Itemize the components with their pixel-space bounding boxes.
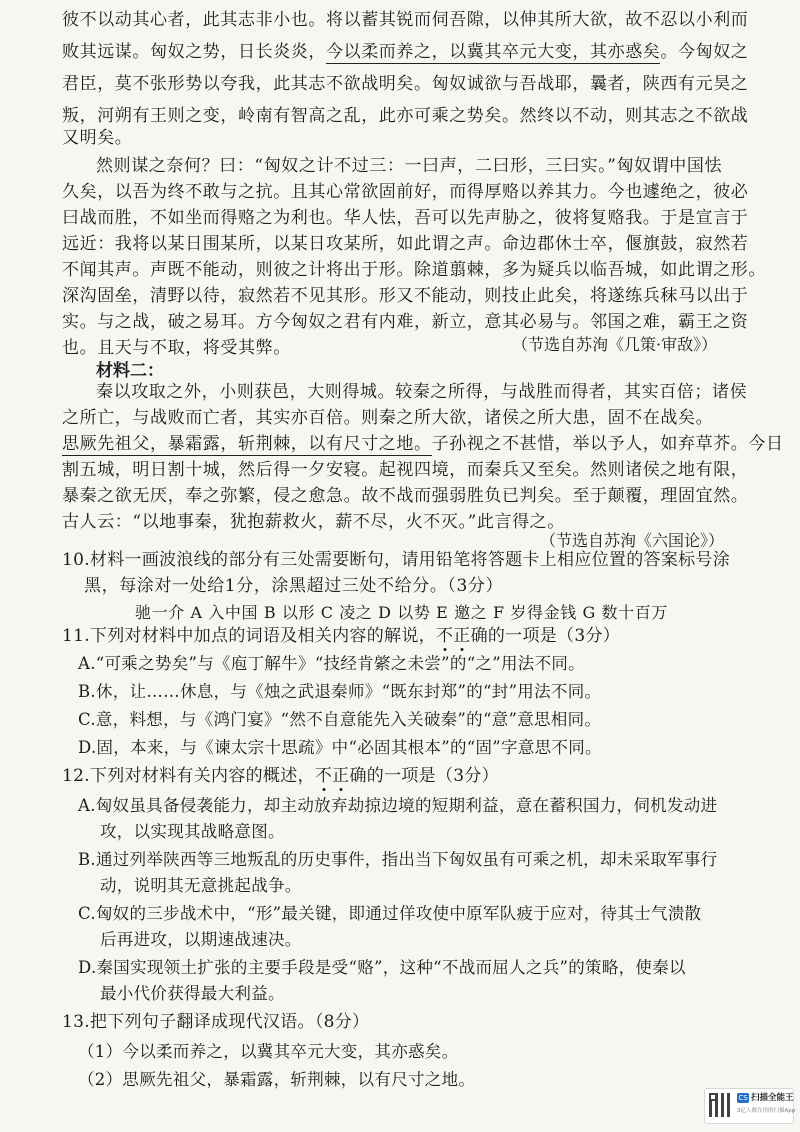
- passage1-line-1: 彼不以动其心者，此其志非小也。将以蓄其锐而伺吾隙，以伸其所大欲，故不忍以小利而: [62, 10, 749, 30]
- passage1-line-2-text: 败其远谋。匈奴之势，日长炎炎，: [62, 42, 326, 62]
- scanner-tagline: 3亿人都在用的扫描App: [737, 1108, 796, 1114]
- scanner-watermark: [704, 1088, 794, 1124]
- q11-option-d: D.固，本来，与《谏太宗十思疏》中“必固其根本”的“固”字意思不同。: [78, 738, 602, 757]
- passage2-source: （节选自苏洵《六国论》）: [540, 531, 725, 550]
- passage1-source: （节选自苏洵《几策·审敌》）: [512, 335, 718, 354]
- q12-option-b-line-1: B.通过列举陕西等三地叛乱的历史事件，指出当下匈奴虽有可乘之机，却未采取军事行: [78, 850, 718, 869]
- passage1-para2-line-7: 实。与之战，破之易耳。方今匈奴之君有内难，新立，意其必易与。邻国之难，霸王之资: [62, 312, 749, 332]
- q12-stem-text: 12.下列对材料有关内容的概述，: [62, 766, 315, 786]
- q11-stem-text: 11.下列对材料中加点的词语及相关内容的解说，: [62, 626, 436, 646]
- passage1-line-4: 叛，河朔有王则之变，岭南有智高之乱，此亦可乘之势矣。然终以不动，则其志之不欲战: [62, 106, 749, 126]
- q12-option-a-line-2: 攻，以实现其战略意图。: [100, 822, 285, 841]
- camscanner-logo-icon: CS: [738, 1094, 748, 1102]
- passage1-para2-line-8: 也。且天与不取，将受其弊。: [62, 338, 291, 358]
- q10-stem-line-1: 10.材料一画波浪线的部分有三处需要断句，请用铅笔将答题卡上相应位置的答案标号涂: [62, 550, 731, 570]
- passage1-line-5: 又明矣。: [62, 128, 133, 148]
- passage1-para2-line-1: 然则谋之奈何？曰：“匈奴之计不过三：一曰声，二曰形，三曰实。”匈奴谓中国怯: [96, 156, 723, 176]
- passage1-line-2: [62, 40, 762, 64]
- q13-stem: 13.把下列句子翻译成现代汉语。（8分）: [62, 1012, 370, 1032]
- q11-option-a: A.“可乘之势矣”与《庖丁解牛》“技经肯綮之未尝”的“之”用法不同。: [78, 654, 585, 673]
- passage2-line-2: 之所亡，与战败而亡者，其实亦百倍。则秦之所大欲，诸侯之所大患，固不在战矣。: [62, 408, 714, 428]
- q11-stem: [62, 624, 762, 648]
- passage2-line-1: 秦以攻取之外，小则获邑，大则得城。较秦之所得，与战胜而得者，其实百倍；诸侯: [96, 382, 748, 402]
- scanner-app-name: 扫描全能王: [751, 1093, 794, 1103]
- passage2-line-6: 古人云：“以地事秦，犹抱薪救火，薪不尽，火不灭。”此言得之。: [62, 512, 565, 532]
- passage1-line-2-tail: 。今匈奴之: [660, 42, 749, 62]
- q10-choices: 驰一介 A 入中国 B 以形 C 凌之 D 以势 E 邀之 F 岁得金钱 G 数十百万: [135, 603, 668, 622]
- passage1-para2-line-4: 远近：我将以某日围某所，以某日攻某所，如此谓之声。命边郡休士卒，偃旗鼓，寂然若: [62, 234, 749, 254]
- q13-item-1: （1）今以柔而养之，以冀其卒元大变，其亦惑矣。: [78, 1042, 459, 1061]
- emphasis-dot-char: 不: [435, 626, 454, 646]
- passage2-heading: 材料二：: [96, 361, 164, 381]
- passage1-para2-line-6: 深沟固垒，清野以待，寂然若不见其形。形又不能动，则技止此矣，将遂练兵秣马以出于: [62, 286, 749, 306]
- passage2-line-3: [62, 432, 784, 456]
- q12-option-d-line-1: D.秦国实现领土扩张的主要手段是受“赂”，这种“不战而屈人之兵”的策略，使秦以: [78, 958, 686, 977]
- emphasis-dot-char: 不: [314, 766, 333, 786]
- q12-option-c-line-1: C.匈奴的三步战术中，“形”最关键，即通过佯攻使中原军队疲于应对，待其士气溃散: [78, 904, 702, 923]
- passage1-para2-line-5: 不闻其声。声既不能动，则彼之计将出于形。除道翦棘，多为疑兵以临吾城，如此谓之形。: [62, 260, 766, 280]
- passage1-para2-line-3: 曰战而胜，不如坐而得赂之为利也。华人怯，吾可以先声胁之，彼将复赂我。于是宣言于: [62, 208, 749, 228]
- passage1-para2-line-2: 久矣，以吾为终不敢与之抗。且其心常欲固前好，而得厚赂以养其力。今也遽绝之，彼必: [62, 182, 749, 202]
- q12-stem-tail: 确的一项是（3分）: [349, 766, 499, 786]
- qr-code-icon: [709, 1093, 733, 1117]
- emphasis-dot-char: 正: [453, 626, 471, 646]
- underlined-sentence: 今以柔而养之，以冀其卒元大变，其亦惑矣: [326, 42, 661, 62]
- q11-stem-tail: 确的一项是（3分）: [470, 626, 621, 646]
- emphasis-dot-char: 正: [332, 766, 350, 786]
- q12-option-a-line-1: A.匈奴虽具备侵袭能力，却主动放弃劫掠边境的短期利益，意在蓄积国力，伺机发动进: [78, 796, 718, 815]
- q12-option-d-line-2: 最小代价获得最大利益。: [100, 984, 285, 1003]
- passage1-line-3: 君臣，莫不张形势以夸我，此其志不欲战明矣。匈奴诚欲与吾战耶，曩者，陕西有元昊之: [62, 74, 749, 94]
- q12-option-c-line-2: 后再进攻，以期速战速决。: [100, 930, 302, 949]
- q11-option-c: C.意，料想，与《鸿门宴》“然不自意能先入关破秦”的“意”意思相同。: [78, 710, 602, 729]
- q10-stem-line-2: 黑，每涂对一处给1分，涂黑超过三处不给分。（3分）: [84, 576, 504, 596]
- q13-item-2: （2）思厥先祖父，暴霜露，斩荆棘，以有尺寸之地。: [78, 1070, 476, 1089]
- q11-option-b: B.休，让……休息，与《烛之武退秦师》“既东封郑”的“封”用法不同。: [78, 682, 602, 701]
- underlined-sentence-2: 思厥先祖父，暴霜露，斩荆棘，以有尺寸之地。: [62, 434, 432, 454]
- passage2-line-4: 割五城，明日割十城，然后得一夕安寝。起视四境，而秦兵又至矣。然则诸侯之地有限，: [62, 460, 749, 480]
- passage2-line-3-tail: 子孙视之不甚惜，举以予人，如弃草芥。今日: [431, 434, 784, 454]
- q12-stem: [62, 764, 762, 788]
- q12-option-b-line-2: 动，说明其无意挑起战争。: [100, 876, 302, 895]
- passage2-line-5: 暴秦之欲无厌，奉之弥繁，侵之愈急。故不战而强弱胜负已判矣。至于颠覆，理固宜然。: [62, 486, 749, 506]
